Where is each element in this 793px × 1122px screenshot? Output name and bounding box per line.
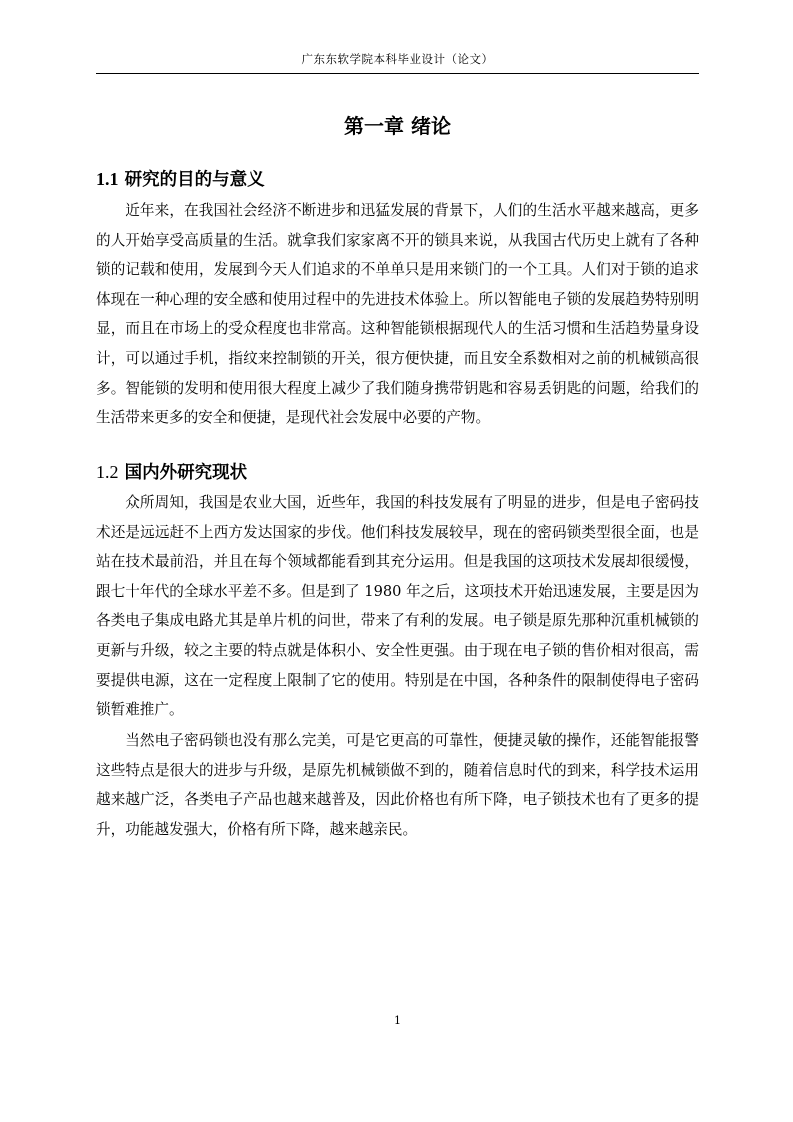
page-number: 1 — [394, 1014, 401, 1027]
section-title: 研究的目的与意义 — [124, 170, 265, 190]
section-heading-1-2 — [96, 460, 699, 485]
body-paragraph: 近年来，在我国社会经济不断进步和迅猛发展的背景下，人们的生活水平越来越高，更多的人开始享受高质量的生活。就拿我们家家离不开的锁具来说，从我国古代历史上就有了各种锁的记载和使用，发展到今天人们追求的不单单只是用来锁门的一个工具。人们对于锁的追求体现在一种心理的安全感和使用过程中的先进技术体验上。所以智能电子锁的发展趋势特别明显，而且在市场上的受众程度也非常高。这种智能锁根据现代人的生活习惯和生活趋势量身设计，可以通过手机，指纹来控制锁的开关，很方便快捷，而且安全系数相对之前的机械锁高很多。智能锁的发明和使用很大程度上减少了我们随身携带钥匙和容易丢钥匙的问题，给我们的生活带来更多的安全和便捷，是现代社会发展中必要的产物。 — [96, 202, 699, 427]
section-title: 国内外研究现状 — [124, 463, 248, 483]
body-paragraph: 当然电子密码锁也没有那么完美，可是它更高的可靠性，便捷灵敏的操作，还能智能报警这些特点是很大的进步与升级，是原先机械锁做不到的，随着信息时代的到来，科学技术运用越来越广泛，各类电子产品也越来越普及，因此价格也有所下降，电子锁技术也有了更多的提升，功能越发强大，价格有所下降，越来越亲民。 — [96, 732, 699, 838]
section-number: 1.1 — [96, 169, 119, 189]
body-paragraph: 众所周知，我国是农业大国，近些年，我国的科技发展有了明显的进步，但是电子密码技术还是远远赶不上西方发达国家的步伐。他们科技发展较早，现在的密码锁类型很全面，也是站在技术最前沿，并且在每个领域都能看到其充分运用。但是我国的这项技术发展却很缓慢，跟七十年代的全球水平差不多。但是到了 1980 年之后，这项技术开始迅速发展，主要是因为各类电子集成电路尤其是单片机的问世，带来了有利的发展。电子锁是原先那种沉重机械锁的更新与升级，较之主要的特点就是体积小、安全性更强。由于现在电子锁的售价相对很高，需要提供电源，这在一定程度上限制了它的使用。特别是在中国，各种条件的限制使得电子密码锁暂难推广。 — [96, 494, 699, 719]
section-heading-1-1 — [96, 167, 699, 192]
chapter-title: 第一章 绪论 — [344, 114, 451, 138]
section-number: 1.2 — [96, 462, 119, 482]
running-header: 广东东软学院本科毕业设计（论文） — [301, 52, 494, 66]
header-rule — [96, 73, 699, 74]
